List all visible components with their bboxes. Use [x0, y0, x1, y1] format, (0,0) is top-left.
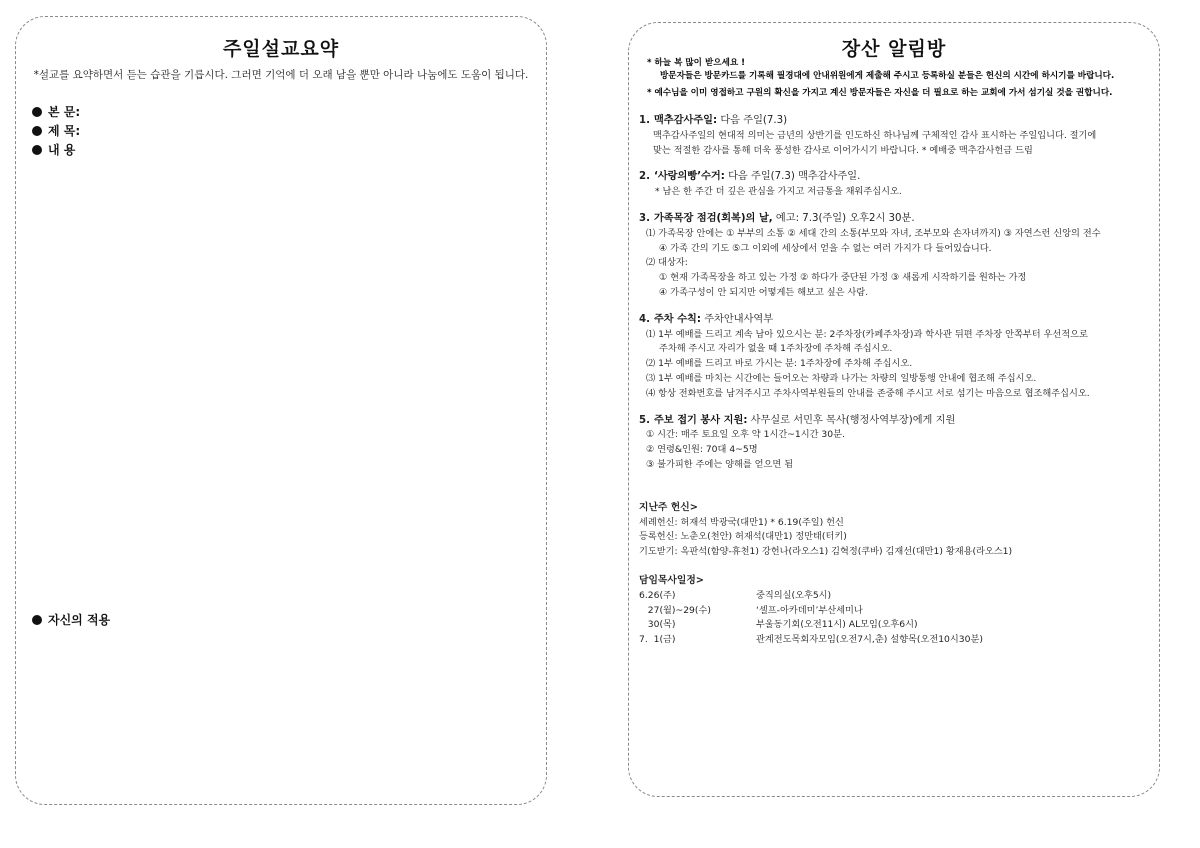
section-bread-collection	[639, 170, 1155, 200]
section-subtitle: 다음 주일(7.3) 맥추감사주일.	[724, 171, 861, 183]
offering-line: 기도받기: 옥판석(함양-휴천1) 강헌나(라오스1) 김혁정(쿠바) 김재선(대만1) 황재용(라오스1)	[639, 546, 1013, 558]
section-line: ② 연령&인원: 70대 4~5명	[646, 444, 758, 456]
section-line: ④ 가족구성이 안 되지만 어떻게든 해보고 싶은 사람.	[659, 286, 869, 298]
section-bulletin-folding	[639, 414, 1155, 473]
section-line: ⑴ 1부 예배를 드리고 계속 남아 있으시는 분: 2주차장(카페주차장)과 학사관 뒤편 주차장 안쪽부터 우선적으로	[646, 328, 1088, 340]
field-application-label: 자신의 적용	[48, 613, 111, 627]
section-line: * 남은 한 주간 더 깊은 관심을 가지고 저금통을 채워주십시오.	[655, 186, 902, 198]
section-line: 맥추감사주일의 현대적 의미는 금년의 상반기를 인도하신 하나님께 구체적인 감사 표시하는 주일입니다. 절기에	[653, 129, 1097, 141]
section-thanksgiving	[639, 114, 1155, 158]
schedule-event: ‘셀프-아카데미’부산세미나	[756, 604, 863, 616]
pastor-schedule	[639, 574, 1155, 648]
sermon-summary-panel	[15, 16, 547, 805]
section-title: 가족목장 점검(회복)의 날,	[653, 212, 773, 224]
section-subtitle: 주차안내사역부	[700, 313, 774, 325]
bullet-icon	[32, 126, 42, 136]
section-line: 맞는 적절한 감사를 통해 더욱 풍성한 감사로 이어가시기 바랍니다. * 예배중 맥추감사헌금 드림	[653, 144, 1033, 156]
section-title: 주차 수칙:	[653, 313, 701, 325]
section-line: ④ 가족 간의 기도 ⑤그 이외에 세상에서 얻을 수 없는 여러 가지가 다 들어있습니다.	[659, 242, 992, 254]
schedule-row	[639, 618, 1155, 633]
section-line: 주차해 주시고 자리가 없을 때 1주차장에 주차해 주십시오.	[659, 343, 893, 355]
offering-line: 등록헌신: 노춘오(천안) 허재석(대만1) 정만태(터키)	[639, 531, 847, 543]
section-subtitle: 다음 주일(7.3)	[717, 115, 788, 126]
announcements-panel	[628, 22, 1160, 797]
field-content	[32, 141, 75, 158]
sermon-summary-title: 주일설교요약	[222, 38, 340, 60]
bullet-icon	[32, 107, 42, 117]
section-heading	[639, 114, 1155, 129]
schedule-row	[639, 633, 1155, 648]
visitor-notice	[639, 57, 1155, 100]
field-text-label: 본 문:	[48, 105, 81, 119]
field-text	[32, 103, 80, 120]
schedule-date: 27(월)~29(수)	[639, 604, 711, 616]
section-heading	[639, 414, 1155, 429]
section-line: ⑶ 1부 예배를 마치는 시간에는 들어오는 차량과 나가는 차량의 일방통행 안내에 협조해 주십시오.	[646, 372, 1037, 384]
section-heading	[639, 212, 1155, 227]
schedule-event: 부울동기회(오전11시) AL모임(오후6시)	[756, 619, 918, 631]
schedule-event: 관계전도목회자모임(오전7시,춘) 설향목(오전10시30분)	[756, 634, 983, 646]
field-subject	[32, 122, 80, 139]
section-number: 3.	[639, 212, 650, 224]
section-heading	[639, 170, 1155, 185]
section-line: ⑵ 1부 예배를 드리고 바로 가시는 분: 1주차장에 주차해 주십시오.	[646, 358, 913, 370]
section-line: ⑴ 가족목장 안에는 ① 부부의 소통 ② 세대 간의 소통(부모와 자녀, 조부모와 손자녀까지) ③ 자연스런 신앙의 전수	[646, 227, 1101, 239]
bullet-icon	[32, 615, 42, 625]
section-number: 5.	[639, 414, 650, 426]
notice-visitors: 방문자들은 방문카드를 기록해 필경대에 안내위원에게 제출해 주시고 등록하실 분들은 헌신의 시간에 하시기를 바랍니다.	[660, 71, 1115, 81]
section-subtitle: 예고: 7.3(주일) 오후2시 30분.	[772, 212, 915, 224]
notice-believers: * 예수님을 이미 영접하고 구원의 확신을 가지고 계신 방문자들은 자신을 더 필요로 하는 교회에 가서 섬기실 것을 권합니다.	[647, 88, 1113, 98]
schedule-event: 중직의실(오후5시)	[756, 589, 832, 601]
schedule-row	[639, 604, 1155, 619]
schedule-date: 30(목)	[639, 619, 676, 631]
section-title: ‘사랑의빵’수거:	[653, 171, 725, 183]
section-number: 2.	[639, 171, 650, 183]
schedule-date: 6.26(주)	[639, 589, 676, 601]
section-line: ① 시간: 매주 토요일 오후 약 1시간~1시간 30분.	[646, 429, 845, 441]
section-line: ⑷ 항상 전화번호를 남겨주시고 주차사역부원들의 안내를 존중해 주시고 서로 섬기는 마음으로 협조해주십시오.	[646, 387, 1090, 399]
bullet-icon	[32, 145, 42, 155]
field-content-label: 내 용	[48, 143, 76, 157]
notice-greeting: * 하늘 복 많이 받으세요 !	[647, 58, 746, 68]
offerings-heading: 지난주 헌신>	[639, 501, 698, 513]
sermon-summary-note: *설교를 요약하면서 듣는 습관을 기릅시다. 그러면 기억에 더 오래 남을 뿐만 아니라 나눔에도 도움이 됩니다.	[33, 69, 529, 81]
section-number: 1.	[639, 115, 650, 126]
section-number: 4.	[639, 313, 650, 325]
section-family-check	[639, 212, 1155, 301]
section-heading	[639, 313, 1155, 328]
section-title: 맥추감사주일:	[653, 115, 718, 126]
last-week-offerings	[639, 501, 1155, 560]
section-title: 주보 접기 봉사 지원:	[653, 414, 748, 426]
section-subtitle: 사무실로 서민후 목사(행정사역부장)에게 지원	[747, 414, 956, 426]
field-subject-label: 제 목:	[48, 124, 81, 138]
field-application	[32, 611, 110, 628]
schedule-date: 7. 1(금)	[639, 634, 676, 646]
announcements-content	[639, 57, 1155, 648]
schedule-row	[639, 589, 1155, 604]
announcements-title: 장산 알림방	[841, 38, 947, 60]
section-parking-rules	[639, 313, 1155, 402]
section-line: ⑵ 대상자:	[646, 257, 688, 269]
section-line: ① 현재 가족목장을 하고 있는 가정 ② 하다가 중단된 가정 ③ 새롭게 시작하기를 원하는 가정	[659, 272, 1027, 284]
section-line: ③ 불가피한 주에는 양해를 얻으면 됨	[646, 458, 794, 470]
schedule-heading: 담임목사일정>	[639, 574, 704, 586]
offering-line: 세례헌신: 허재석 박광국(대만1) * 6.19(주일) 헌신	[639, 516, 844, 528]
